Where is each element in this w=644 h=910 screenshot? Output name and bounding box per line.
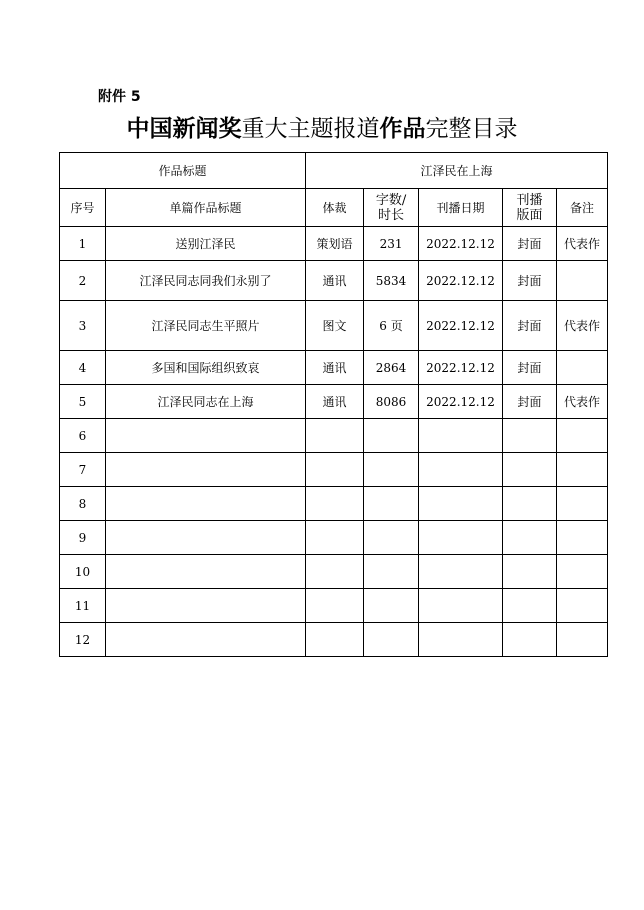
cell-date [419, 589, 503, 623]
cell-title: 江泽民同志生平照片 [106, 301, 306, 351]
cell-date: 2022.12.12 [419, 385, 503, 419]
cell-seq: 6 [60, 419, 106, 453]
cell-remark [557, 555, 608, 589]
cell-seq: 10 [60, 555, 106, 589]
cell-genre [306, 555, 364, 589]
title-part-3: 作品 [379, 115, 426, 142]
cell-section [503, 453, 557, 487]
cell-seq: 8 [60, 487, 106, 521]
cell-seq: 5 [60, 385, 106, 419]
cell-length: 8086 [364, 385, 419, 419]
cell-section: 封面 [503, 227, 557, 261]
work-title-label: 作品标题 [60, 153, 306, 189]
works-catalog-table [59, 152, 608, 657]
cell-date [419, 487, 503, 521]
cell-title [106, 521, 306, 555]
cell-title [106, 555, 306, 589]
cell-date [419, 623, 503, 657]
header-section-line2: 版面 [516, 207, 543, 223]
cell-title [106, 419, 306, 453]
cell-genre [306, 521, 364, 555]
cell-length: 2864 [364, 351, 419, 385]
header-section [503, 189, 557, 227]
attachment-label: 附件 5 [98, 89, 141, 105]
cell-section: 封面 [503, 261, 557, 301]
cell-section [503, 589, 557, 623]
title-part-2: 重大主题报道 [241, 116, 380, 142]
cell-seq: 4 [60, 351, 106, 385]
cell-remark [557, 623, 608, 657]
cell-genre [306, 419, 364, 453]
cell-seq: 2 [60, 261, 106, 301]
table-row [60, 419, 608, 453]
cell-title [106, 623, 306, 657]
cell-remark: 代表作 [557, 385, 608, 419]
cell-seq: 9 [60, 521, 106, 555]
cell-length [364, 589, 419, 623]
cell-remark: 代表作 [557, 301, 608, 351]
table-row [60, 301, 608, 351]
cell-date [419, 521, 503, 555]
cell-length: 5834 [364, 261, 419, 301]
cell-title: 多国和国际组织致哀 [106, 351, 306, 385]
header-row [60, 189, 608, 227]
cell-date [419, 419, 503, 453]
header-genre: 体裁 [306, 189, 364, 227]
cell-date: 2022.12.12 [419, 301, 503, 351]
table-row [60, 487, 608, 521]
page-title [0, 114, 644, 144]
cell-genre: 图文 [306, 301, 364, 351]
table-row [60, 261, 608, 301]
cell-section [503, 521, 557, 555]
title-part-1: 中国新闻奖 [126, 115, 242, 142]
cell-date: 2022.12.12 [419, 227, 503, 261]
header-length-line1: 字数/ [375, 192, 407, 208]
cell-remark [557, 521, 608, 555]
cell-section [503, 555, 557, 589]
table-row [60, 453, 608, 487]
cell-remark [557, 351, 608, 385]
cell-remark [557, 487, 608, 521]
cell-title: 江泽民同志同我们永别了 [106, 261, 306, 301]
table-row [60, 351, 608, 385]
cell-seq: 11 [60, 589, 106, 623]
cell-remark [557, 261, 608, 301]
table-row [60, 385, 608, 419]
cell-title: 江泽民同志在上海 [106, 385, 306, 419]
header-remark: 备注 [557, 189, 608, 227]
table-row [60, 623, 608, 657]
table-row [60, 589, 608, 623]
cell-remark [557, 589, 608, 623]
header-seq: 序号 [60, 189, 106, 227]
table-row [60, 227, 608, 261]
cell-genre: 策划语 [306, 227, 364, 261]
cell-length [364, 521, 419, 555]
cell-title [106, 589, 306, 623]
cell-genre: 通讯 [306, 261, 364, 301]
cell-section [503, 419, 557, 453]
cell-section [503, 487, 557, 521]
cell-length [364, 555, 419, 589]
header-title: 单篇作品标题 [106, 189, 306, 227]
header-length [364, 189, 419, 227]
cell-genre [306, 589, 364, 623]
cell-length: 231 [364, 227, 419, 261]
cell-length [364, 419, 419, 453]
cell-genre: 通讯 [306, 385, 364, 419]
cell-title [106, 487, 306, 521]
cell-date: 2022.12.12 [419, 351, 503, 385]
cell-remark: 代表作 [557, 227, 608, 261]
header-section-line1: 刊播 [516, 192, 543, 208]
cell-section: 封面 [503, 385, 557, 419]
title-part-4: 完整目录 [425, 116, 518, 142]
cell-seq: 7 [60, 453, 106, 487]
cell-length [364, 623, 419, 657]
cell-length [364, 453, 419, 487]
cell-seq: 12 [60, 623, 106, 657]
cell-section: 封面 [503, 301, 557, 351]
cell-date: 2022.12.12 [419, 261, 503, 301]
header-date: 刊播日期 [419, 189, 503, 227]
cell-genre: 通讯 [306, 351, 364, 385]
cell-date [419, 453, 503, 487]
cell-section [503, 623, 557, 657]
work-title-row [60, 153, 608, 189]
cell-seq: 3 [60, 301, 106, 351]
cell-genre [306, 487, 364, 521]
cell-section: 封面 [503, 351, 557, 385]
cell-genre [306, 623, 364, 657]
cell-length: 6 页 [364, 301, 419, 351]
cell-title: 送别江泽民 [106, 227, 306, 261]
cell-seq: 1 [60, 227, 106, 261]
table-row [60, 555, 608, 589]
cell-date [419, 555, 503, 589]
work-title-value: 江泽民在上海 [306, 153, 608, 189]
cell-genre [306, 453, 364, 487]
cell-length [364, 487, 419, 521]
cell-remark [557, 453, 608, 487]
cell-remark [557, 419, 608, 453]
header-length-line2: 时长 [378, 207, 405, 223]
cell-title [106, 453, 306, 487]
table-row [60, 521, 608, 555]
